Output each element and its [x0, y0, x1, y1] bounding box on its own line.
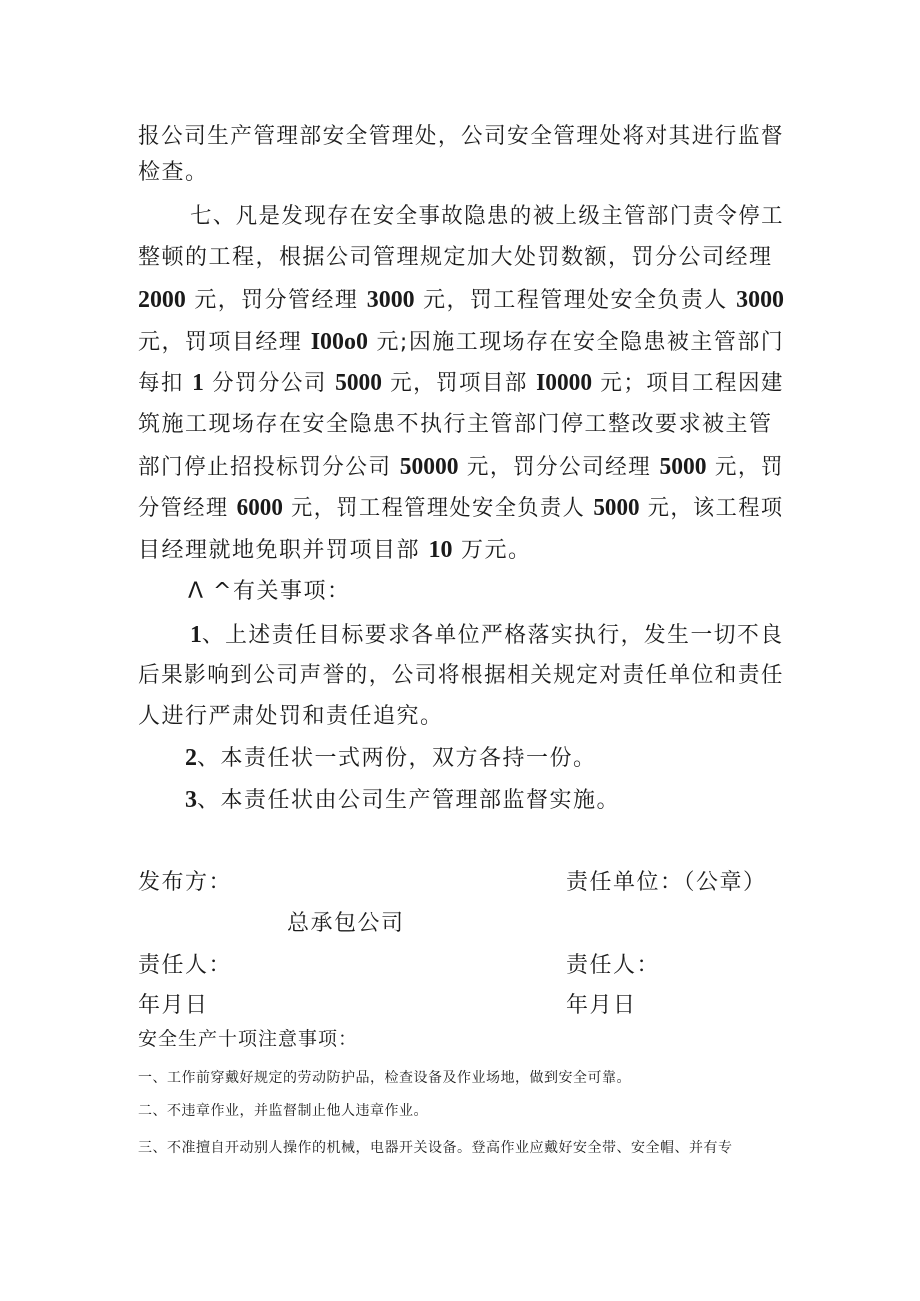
paragraph-line: 2000 元，罚分管经理 3000 元，罚工程管理处安全负责人 3000 [138, 287, 784, 313]
paragraph-line: 整顿的工程，根据公司管理规定加大处罚数额，罚分公司经理 [138, 245, 773, 270]
issuer-date: 年月日 [138, 993, 209, 1018]
paragraph-line: 筑施工现场存在安全隐患不执行主管部门停工整改要求被主管 [138, 412, 773, 437]
paragraph-line: 检查。 [138, 160, 209, 185]
issuer-person-label: 责任人： [138, 953, 233, 978]
paragraph-line: 部门停止招投标罚分公司 50000 元，罚分公司经理 5000 元，罚 [138, 454, 784, 480]
paragraph-line: 2、本责任状一式两份，双方各持一份。 [185, 745, 597, 771]
paragraph-line: 七、凡是发现存在安全事故隐患的被上级主管部门责令停工 [190, 204, 785, 229]
safety-item: 一、工作前穿戴好规定的劳动防护品，检查设备及作业场地，做到安全可靠。 [138, 1070, 631, 1086]
paragraph-line: 分管经理 6000 元，罚工程管理处安全负责人 5000 元，该工程项 [138, 495, 784, 521]
section-heading: Λ ^有关事项： [188, 579, 351, 604]
paragraph-line: 3、本责任状由公司生产管理部监督实施。 [185, 787, 621, 813]
issuer-company: 总承包公司 [287, 911, 405, 936]
paragraph-line: 报公司生产管理部安全管理处，公司安全管理处将对其进行监督 [138, 124, 785, 149]
paragraph-line: 人进行严肃处罚和责任追究。 [138, 704, 444, 729]
unit-person-label: 责任人： [566, 953, 661, 978]
safety-item: 二、不违章作业，并监督制止他人违章作业。 [138, 1103, 428, 1119]
safety-item: 三、不准擅自开动别人操作的机械，电器开关设备。登高作业应戴好安全带、安全帽、并有专 [138, 1140, 733, 1156]
paragraph-line: 元，罚项目经理 I00o0 元;因施工现场存在安全隐患被主管部门 [138, 329, 785, 355]
responsible-unit-label: 责任单位：（公章） [566, 870, 767, 895]
paragraph-line: 1、上述责任目标要求各单位严格落实执行，发生一切不良 [190, 622, 784, 648]
issuer-label: 发布方： [138, 870, 233, 895]
paragraph-line: 目经理就地免职并罚项目部 10 万元。 [138, 537, 532, 563]
safety-title: 安全生产十项注意事项： [138, 1028, 359, 1050]
unit-date: 年月日 [566, 993, 637, 1018]
paragraph-line: 每扣 1 分罚分公司 5000 元，罚项目部 I0000 元；项目工程因建 [138, 370, 784, 396]
paragraph-line: 后果影响到公司声誉的，公司将根据相关规定对责任单位和责任 [138, 663, 785, 688]
